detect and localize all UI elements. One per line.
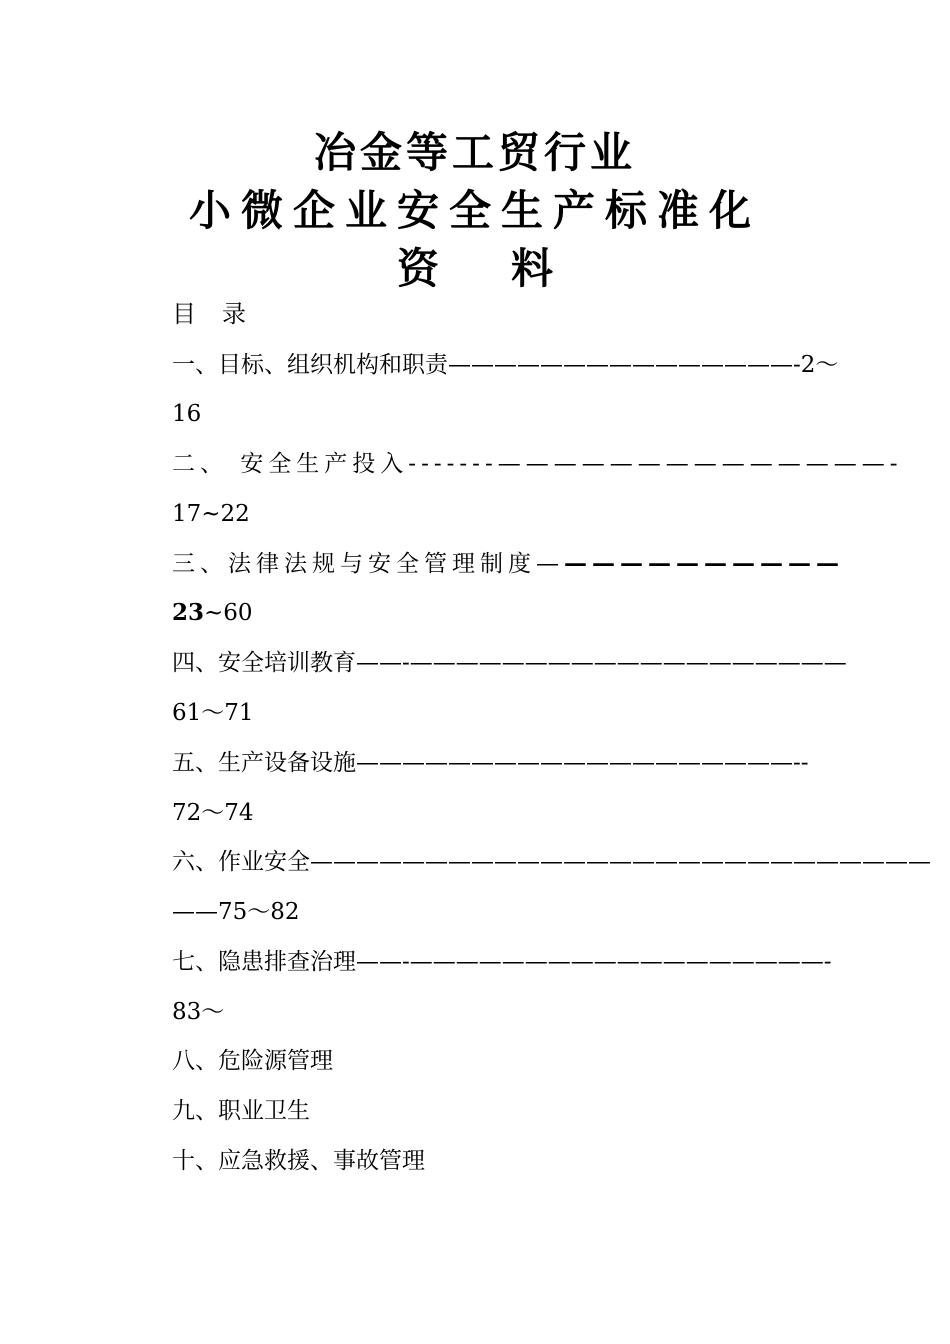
toc-entry-4[interactable]: 四、安全培训教育——-——————————————————— [172,650,847,676]
toc-entry-7-pages: 83～ [172,999,225,1025]
title-word-2: 料 [511,244,554,293]
toc-heading-char-1: 目 [172,300,196,328]
toc-heading [172,296,246,332]
toc-entry-6-pages: ——75～82 [172,899,300,925]
toc-entry-10[interactable]: 十、应急救援、事故管理 [172,1148,425,1174]
document-title-line-3 [0,244,950,294]
toc-entry-3[interactable] [172,546,844,582]
toc-entry-7[interactable]: 七、隐患排查治理——-——————————————————- [172,949,832,975]
toc-entry-3-page-end: ~60 [204,600,253,626]
toc-entry-8[interactable]: 八、危险源管理 [172,1048,333,1074]
toc-entry-9[interactable]: 九、职业卫生 [172,1098,310,1124]
toc-entry-1[interactable]: 一、目标、组织机构和职责———————————————-2～ [172,352,839,378]
toc-heading-char-2: 录 [222,300,246,328]
toc-entry-3-pages [172,595,808,631]
toc-entry-2-pages: 17~22 [172,501,250,527]
toc-entry-5-pages: 72～74 [172,800,254,826]
toc-entry-6[interactable]: 六、作业安全——————————————————————————— [172,849,931,875]
toc-entry-3-dashes: —————————— [564,550,844,577]
toc-entry-3-page-start: 23 [172,599,205,626]
toc-entry-3-label: 三、法律法规与安全管理制度— [172,551,564,577]
toc-entry-5[interactable]: 五、生产设备设施———————————————————-- [172,750,809,776]
document-title-line-2: 小微企业安全生产标准化 [188,186,761,235]
toc-entry-4-pages: 61～71 [172,700,254,726]
title-word-1: 资 [396,244,439,293]
document-title-line-1: 冶金等工贸行业 [313,128,636,177]
toc-entry-1-pages: 16 [172,401,202,427]
toc-entry-2[interactable]: 二、 安全生产投入-------——————————————- [172,451,903,477]
